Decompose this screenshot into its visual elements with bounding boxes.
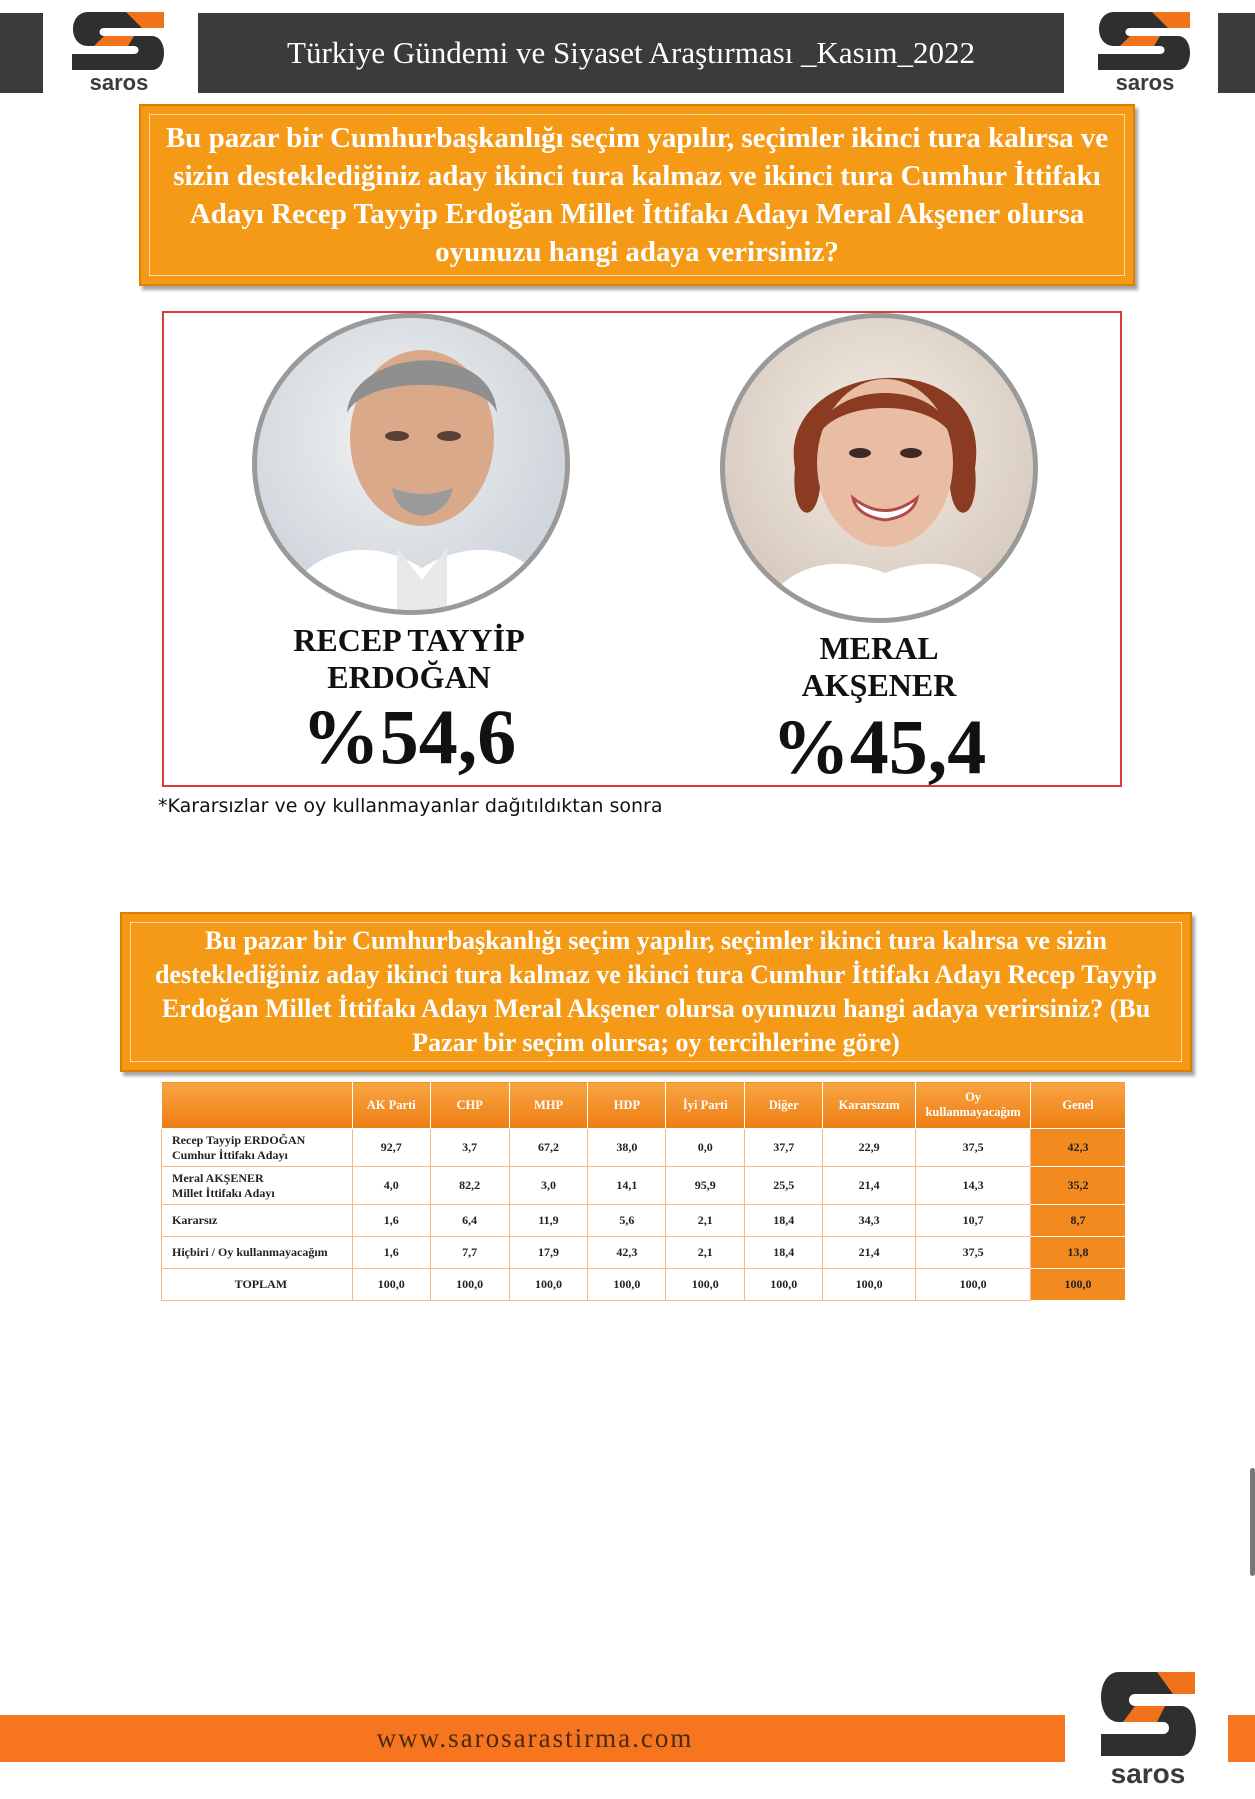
- table-cell-genel: 42,3: [1031, 1129, 1126, 1167]
- erdogan-photo-icon: [257, 318, 570, 615]
- table-cell-genel: 35,2: [1031, 1167, 1126, 1205]
- table-row: [162, 1167, 1126, 1205]
- table-cell: 1,6: [352, 1205, 430, 1237]
- table-cell-genel: 13,8: [1031, 1237, 1126, 1269]
- footnote: *Kararsızlar ve oy kullanmayanlar dağıtıldıktan sonra: [158, 795, 663, 817]
- header-right-bar: [1218, 13, 1255, 93]
- table-cell: 34,3: [823, 1205, 916, 1237]
- row-label: Kararsız: [162, 1205, 353, 1237]
- candidate-name-line2: ERDOĞAN: [327, 659, 491, 695]
- saros-logo-text: saros: [89, 70, 149, 95]
- table-cell: 21,4: [823, 1237, 916, 1269]
- candidate-name-aksener: [709, 630, 1049, 704]
- table-cell: 3,0: [509, 1167, 588, 1205]
- question-text-1: Bu pazar bir Cumhurbaşkanlığı seçim yapılır, seçimler ikinci tura kalırsa ve sizin desteklediğiniz aday ikinci tura kalmaz ve ikinci tura Cumhur İttifakı Adayı Recep Tayyip Erdoğan Millet İttifakı Adayı Meral Akşener olursa oyunuzu hangi adaya verirsiniz?: [149, 114, 1125, 276]
- candidate-name-line1: RECEP TAYYİP: [293, 622, 525, 658]
- aksener-photo-icon: [725, 318, 1038, 623]
- table-cell: 14,3: [916, 1167, 1031, 1205]
- table-cell: 100,0: [916, 1269, 1031, 1301]
- aksener-portrait: [720, 313, 1038, 623]
- table-cell: 2,1: [666, 1237, 745, 1269]
- table-header: CHP: [430, 1082, 509, 1129]
- table-header: Genel: [1031, 1082, 1126, 1129]
- table-header: MHP: [509, 1082, 588, 1129]
- row-label: [162, 1129, 353, 1167]
- table-cell: 82,2: [430, 1167, 509, 1205]
- row-label-line2: Cumhur İttifakı Adayı: [172, 1147, 288, 1162]
- table-cell: 92,7: [352, 1129, 430, 1167]
- table-row: [162, 1205, 1126, 1237]
- table-header: Diğer: [745, 1082, 823, 1129]
- saros-logo-text: saros: [1110, 1758, 1186, 1789]
- question-box-2: [120, 912, 1192, 1072]
- table-header: HDP: [588, 1082, 666, 1129]
- table-cell: 38,0: [588, 1129, 666, 1167]
- saros-logo-left: [64, 10, 174, 94]
- table-cell-genel: 100,0: [1031, 1269, 1126, 1301]
- table-cell: 10,7: [916, 1205, 1031, 1237]
- table-cell: 5,6: [588, 1205, 666, 1237]
- row-label: TOPLAM: [162, 1269, 353, 1301]
- table-cell: 100,0: [430, 1269, 509, 1301]
- candidate-percent-erdogan: %54,6: [301, 693, 517, 780]
- table-row: [162, 1129, 1126, 1167]
- saros-logo-right: [1090, 10, 1200, 94]
- saros-logo-footer: [1093, 1668, 1203, 1790]
- table-row-total: [162, 1269, 1126, 1301]
- row-label-line1: Meral AKŞENER: [172, 1170, 264, 1185]
- table-cell: 7,7: [430, 1237, 509, 1269]
- question-box-1: [139, 104, 1135, 286]
- table-cell: 18,4: [745, 1237, 823, 1269]
- erdogan-portrait: [252, 313, 570, 615]
- table-cell: 37,5: [916, 1129, 1031, 1167]
- row-label-line2: Millet İttifakı Adayı: [172, 1185, 275, 1200]
- table-cell: 3,7: [430, 1129, 509, 1167]
- table-cell: 11,9: [509, 1205, 588, 1237]
- table-cell: 100,0: [509, 1269, 588, 1301]
- footer-url[interactable]: www.sarosarastirma.com: [376, 1723, 694, 1753]
- table-cell: 25,5: [745, 1167, 823, 1205]
- table-cell: 4,0: [352, 1167, 430, 1205]
- table-cell: 18,4: [745, 1205, 823, 1237]
- table-header-row: [162, 1082, 1126, 1129]
- candidate-name-line2: AKŞENER: [801, 667, 957, 703]
- table-cell: 14,1: [588, 1167, 666, 1205]
- page-title: Türkiye Gündemi ve Siyaset Araştırması _Kasım_2022: [198, 13, 1064, 93]
- saros-s-icon: [1093, 1668, 1203, 1760]
- table-cell: 17,9: [509, 1237, 588, 1269]
- table-cell: 22,9: [823, 1129, 916, 1167]
- table-header: [162, 1082, 353, 1129]
- table-cell: 42,3: [588, 1237, 666, 1269]
- table-cell: 100,0: [745, 1269, 823, 1301]
- table-cell: 6,4: [430, 1205, 509, 1237]
- table-header: AK Parti: [352, 1082, 430, 1129]
- row-label: [162, 1167, 353, 1205]
- saros-logo-text: saros: [1115, 70, 1175, 95]
- table-cell: 100,0: [352, 1269, 430, 1301]
- candidates-panel: [162, 311, 1122, 790]
- candidate-name-erdogan: [239, 622, 579, 696]
- candidate-name-line1: MERAL: [819, 630, 939, 666]
- saros-s-icon: [1090, 10, 1200, 72]
- table-header: İyi Parti: [666, 1082, 745, 1129]
- table-cell: 100,0: [588, 1269, 666, 1301]
- table-cell: 2,1: [666, 1205, 745, 1237]
- header-left-bar: [0, 13, 43, 93]
- row-label: Hiçbiri / Oy kullanmayacağım: [162, 1237, 353, 1269]
- footer-bar-right: [1228, 1715, 1255, 1762]
- table-cell-genel: 8,7: [1031, 1205, 1126, 1237]
- table-cell: 37,7: [745, 1129, 823, 1167]
- table-row: [162, 1237, 1126, 1269]
- table-cell: 95,9: [666, 1167, 745, 1205]
- table-cell: 0,0: [666, 1129, 745, 1167]
- saros-s-icon: [64, 10, 174, 72]
- table-cell: 100,0: [666, 1269, 745, 1301]
- scrollbar-handle[interactable]: [1250, 1468, 1255, 1576]
- row-label-line1: Recep Tayyip ERDOĞAN: [172, 1132, 306, 1147]
- table-cell: 100,0: [823, 1269, 916, 1301]
- table-cell: 1,6: [352, 1237, 430, 1269]
- table-header: Kararsızım: [823, 1082, 916, 1129]
- candidate-percent-aksener: %45,4: [771, 703, 987, 790]
- table-cell: 21,4: [823, 1167, 916, 1205]
- results-table: [161, 1081, 1126, 1301]
- table-cell: 37,5: [916, 1237, 1031, 1269]
- table-header: Oy kullanmayacağım: [916, 1082, 1031, 1129]
- table-cell: 67,2: [509, 1129, 588, 1167]
- question-text-2: Bu pazar bir Cumhurbaşkanlığı seçim yapılır, seçimler ikinci tura kalırsa ve sizin desteklediğiniz aday ikinci tura kalmaz ve ikinci tura Cumhur İttifakı Adayı Recep Tayyip Erdoğan Millet İttifakı Adayı Meral Akşener olursa oyunuzu hangi adaya verirsiniz? (Bu Pazar bir seçim olursa; oy tercihlerine göre): [130, 922, 1182, 1062]
